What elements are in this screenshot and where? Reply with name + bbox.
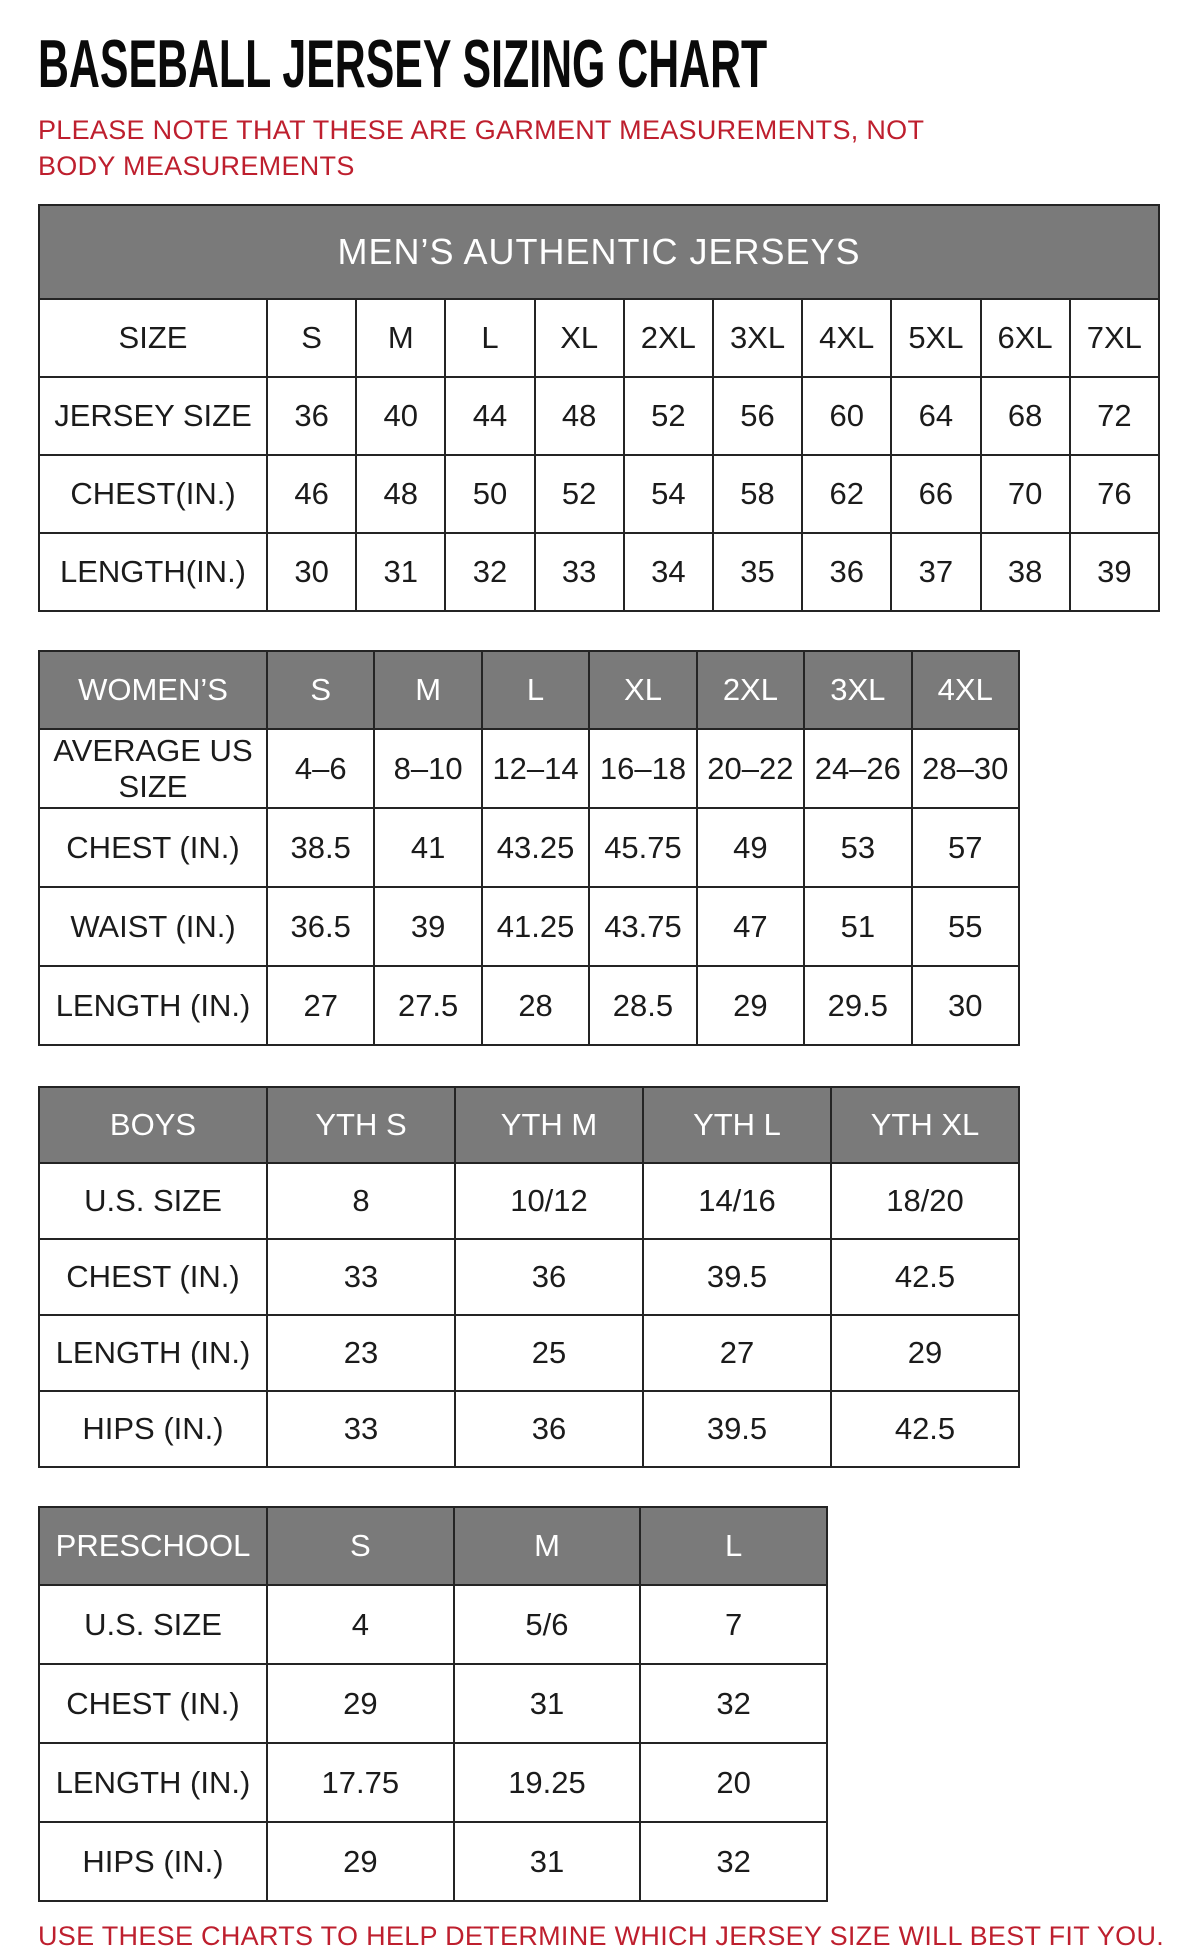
womens-value-cell: 45.75 bbox=[589, 808, 696, 887]
fit-advice-footer: USE THESE CHARTS TO HELP DETERMINE WHICH JERSEY SIZE WILL BEST FIT YOU. bbox=[38, 1921, 1165, 1951]
mens-value-cell: 52 bbox=[535, 455, 624, 533]
womens-row-length-in bbox=[39, 966, 1019, 1045]
preschool-value-cell: 31 bbox=[454, 1822, 641, 1901]
mens-value-cell: 36 bbox=[267, 377, 356, 455]
preschool-header-row bbox=[39, 1507, 827, 1585]
mens-value-cell: 5XL bbox=[891, 299, 980, 377]
womens-value-cell: 28–30 bbox=[912, 729, 1019, 808]
mens-table-banner: MEN’S AUTHENTIC JERSEYS bbox=[39, 205, 1159, 299]
mens-value-cell: 37 bbox=[891, 533, 980, 611]
mens-value-cell: 35 bbox=[713, 533, 802, 611]
mens-value-cell: 6XL bbox=[981, 299, 1070, 377]
boys-value-cell: 23 bbox=[267, 1315, 455, 1391]
womens-value-cell: 53 bbox=[804, 808, 911, 887]
womens-size-header-xl: XL bbox=[589, 651, 696, 729]
womens-row-label-length-in: LENGTH (IN.) bbox=[39, 966, 267, 1045]
womens-value-cell: 41 bbox=[374, 808, 481, 887]
boys-row-label-length-in: LENGTH (IN.) bbox=[39, 1315, 267, 1391]
womens-value-cell: 28.5 bbox=[589, 966, 696, 1045]
womens-row-average-us-size bbox=[39, 729, 1019, 808]
mens-value-cell: L bbox=[445, 299, 534, 377]
mens-row-label-length-in: LENGTH(IN.) bbox=[39, 533, 267, 611]
boys-value-cell: 14/16 bbox=[643, 1163, 831, 1239]
preschool-value-cell: 7 bbox=[640, 1585, 827, 1664]
boys-row-hips-in bbox=[39, 1391, 1019, 1467]
boys-header-label: BOYS bbox=[39, 1087, 267, 1163]
preschool-row-label-chest-in: CHEST (IN.) bbox=[39, 1664, 267, 1743]
preschool-size-header-s: S bbox=[267, 1507, 454, 1585]
mens-value-cell: S bbox=[267, 299, 356, 377]
womens-value-cell: 41.25 bbox=[482, 887, 589, 966]
mens-value-cell: 31 bbox=[356, 533, 445, 611]
womens-size-header-4xl: 4XL bbox=[912, 651, 1019, 729]
boys-value-cell: 42.5 bbox=[831, 1239, 1019, 1315]
womens-row-label-waist-in: WAIST (IN.) bbox=[39, 887, 267, 966]
womens-jerseys-table bbox=[38, 650, 1020, 1046]
mens-row-length-in bbox=[39, 533, 1159, 611]
preschool-value-cell: 20 bbox=[640, 1743, 827, 1822]
mens-value-cell: 70 bbox=[981, 455, 1070, 533]
boys-row-label-hips-in: HIPS (IN.) bbox=[39, 1391, 267, 1467]
preschool-row-label-u-s-size: U.S. SIZE bbox=[39, 1585, 267, 1664]
mens-value-cell: 48 bbox=[356, 455, 445, 533]
page-title: BASEBALL JERSEY SIZING CHART bbox=[38, 26, 768, 102]
boys-value-cell: 25 bbox=[455, 1315, 643, 1391]
boys-value-cell: 36 bbox=[455, 1239, 643, 1315]
womens-value-cell: 36.5 bbox=[267, 887, 374, 966]
mens-value-cell: 44 bbox=[445, 377, 534, 455]
mens-value-cell: 4XL bbox=[802, 299, 891, 377]
womens-value-cell: 47 bbox=[697, 887, 804, 966]
boys-row-label-u-s-size: U.S. SIZE bbox=[39, 1163, 267, 1239]
boys-size-header-yth-xl: YTH XL bbox=[831, 1087, 1019, 1163]
preschool-row-length-in bbox=[39, 1743, 827, 1822]
boys-size-header-yth-s: YTH S bbox=[267, 1087, 455, 1163]
womens-row-label-chest-in: CHEST (IN.) bbox=[39, 808, 267, 887]
boys-value-cell: 27 bbox=[643, 1315, 831, 1391]
mens-value-cell: 38 bbox=[981, 533, 1070, 611]
boys-size-header-yth-m: YTH M bbox=[455, 1087, 643, 1163]
mens-value-cell: 68 bbox=[981, 377, 1070, 455]
boys-value-cell: 42.5 bbox=[831, 1391, 1019, 1467]
mens-value-cell: XL bbox=[535, 299, 624, 377]
preschool-row-u-s-size bbox=[39, 1585, 827, 1664]
womens-value-cell: 30 bbox=[912, 966, 1019, 1045]
mens-value-cell: 64 bbox=[891, 377, 980, 455]
mens-value-cell: 66 bbox=[891, 455, 980, 533]
mens-jerseys-table bbox=[38, 204, 1160, 612]
mens-value-cell: 40 bbox=[356, 377, 445, 455]
womens-value-cell: 57 bbox=[912, 808, 1019, 887]
womens-value-cell: 4–6 bbox=[267, 729, 374, 808]
preschool-value-cell: 5/6 bbox=[454, 1585, 641, 1664]
womens-value-cell: 29 bbox=[697, 966, 804, 1045]
preschool-size-header-m: M bbox=[454, 1507, 641, 1585]
preschool-jerseys-table bbox=[38, 1506, 828, 1902]
mens-value-cell: 62 bbox=[802, 455, 891, 533]
womens-value-cell: 20–22 bbox=[697, 729, 804, 808]
boys-header-row bbox=[39, 1087, 1019, 1163]
womens-value-cell: 43.25 bbox=[482, 808, 589, 887]
womens-value-cell: 29.5 bbox=[804, 966, 911, 1045]
boys-value-cell: 29 bbox=[831, 1315, 1019, 1391]
preschool-row-label-length-in: LENGTH (IN.) bbox=[39, 1743, 267, 1822]
womens-value-cell: 27 bbox=[267, 966, 374, 1045]
womens-value-cell: 24–26 bbox=[804, 729, 911, 808]
womens-row-label-average-us-size: AVERAGE US SIZE bbox=[39, 729, 267, 808]
boys-value-cell: 33 bbox=[267, 1239, 455, 1315]
boys-value-cell: 36 bbox=[455, 1391, 643, 1467]
womens-value-cell: 43.75 bbox=[589, 887, 696, 966]
preschool-value-cell: 29 bbox=[267, 1664, 454, 1743]
preschool-value-cell: 32 bbox=[640, 1822, 827, 1901]
preschool-value-cell: 29 bbox=[267, 1822, 454, 1901]
mens-value-cell: 32 bbox=[445, 533, 534, 611]
boys-value-cell: 39.5 bbox=[643, 1239, 831, 1315]
womens-value-cell: 55 bbox=[912, 887, 1019, 966]
boys-value-cell: 39.5 bbox=[643, 1391, 831, 1467]
womens-value-cell: 28 bbox=[482, 966, 589, 1045]
mens-value-cell: 48 bbox=[535, 377, 624, 455]
preschool-value-cell: 4 bbox=[267, 1585, 454, 1664]
boys-row-chest-in bbox=[39, 1239, 1019, 1315]
preschool-header-label: PRESCHOOL bbox=[39, 1507, 267, 1585]
mens-value-cell: 3XL bbox=[713, 299, 802, 377]
womens-header-label: WOMEN’S bbox=[39, 651, 267, 729]
preschool-value-cell: 19.25 bbox=[454, 1743, 641, 1822]
mens-value-cell: 33 bbox=[535, 533, 624, 611]
mens-value-cell: 30 bbox=[267, 533, 356, 611]
womens-value-cell: 12–14 bbox=[482, 729, 589, 808]
boys-row-label-chest-in: CHEST (IN.) bbox=[39, 1239, 267, 1315]
mens-value-cell: 54 bbox=[624, 455, 713, 533]
mens-banner-row bbox=[39, 205, 1159, 299]
preschool-value-cell: 31 bbox=[454, 1664, 641, 1743]
mens-value-cell: 60 bbox=[802, 377, 891, 455]
mens-value-cell: 36 bbox=[802, 533, 891, 611]
womens-value-cell: 38.5 bbox=[267, 808, 374, 887]
womens-size-header-2xl: 2XL bbox=[697, 651, 804, 729]
boys-value-cell: 33 bbox=[267, 1391, 455, 1467]
preschool-row-hips-in bbox=[39, 1822, 827, 1901]
mens-value-cell: 34 bbox=[624, 533, 713, 611]
mens-value-cell: 52 bbox=[624, 377, 713, 455]
womens-size-header-l: L bbox=[482, 651, 589, 729]
mens-value-cell: 72 bbox=[1070, 377, 1159, 455]
preschool-size-header-l: L bbox=[640, 1507, 827, 1585]
mens-row-jersey-size bbox=[39, 377, 1159, 455]
mens-row-label-jersey-size: JERSEY SIZE bbox=[39, 377, 267, 455]
womens-value-cell: 8–10 bbox=[374, 729, 481, 808]
preschool-row-chest-in bbox=[39, 1664, 827, 1743]
boys-value-cell: 8 bbox=[267, 1163, 455, 1239]
mens-row-label-size: SIZE bbox=[39, 299, 267, 377]
womens-value-cell: 27.5 bbox=[374, 966, 481, 1045]
mens-row-chest-in bbox=[39, 455, 1159, 533]
boys-row-u-s-size bbox=[39, 1163, 1019, 1239]
mens-value-cell: 76 bbox=[1070, 455, 1159, 533]
mens-row-label-chest-in: CHEST(IN.) bbox=[39, 455, 267, 533]
mens-value-cell: 7XL bbox=[1070, 299, 1159, 377]
mens-value-cell: 50 bbox=[445, 455, 534, 533]
boys-value-cell: 10/12 bbox=[455, 1163, 643, 1239]
womens-value-cell: 49 bbox=[697, 808, 804, 887]
preschool-row-label-hips-in: HIPS (IN.) bbox=[39, 1822, 267, 1901]
mens-row-size bbox=[39, 299, 1159, 377]
boys-size-header-yth-l: YTH L bbox=[643, 1087, 831, 1163]
womens-value-cell: 39 bbox=[374, 887, 481, 966]
boys-jerseys-table bbox=[38, 1086, 1020, 1468]
womens-row-chest-in bbox=[39, 808, 1019, 887]
mens-value-cell: M bbox=[356, 299, 445, 377]
womens-size-header-m: M bbox=[374, 651, 481, 729]
mens-value-cell: 39 bbox=[1070, 533, 1159, 611]
preschool-value-cell: 32 bbox=[640, 1664, 827, 1743]
womens-value-cell: 51 bbox=[804, 887, 911, 966]
boys-value-cell: 18/20 bbox=[831, 1163, 1019, 1239]
boys-row-length-in bbox=[39, 1315, 1019, 1391]
womens-header-row bbox=[39, 651, 1019, 729]
garment-measurement-note: PLEASE NOTE THAT THESE ARE GARMENT MEASUREMENTS, NOT BODY MEASUREMENTS bbox=[38, 115, 924, 181]
mens-value-cell: 46 bbox=[267, 455, 356, 533]
preschool-value-cell: 17.75 bbox=[267, 1743, 454, 1822]
mens-value-cell: 2XL bbox=[624, 299, 713, 377]
womens-size-header-s: S bbox=[267, 651, 374, 729]
mens-value-cell: 58 bbox=[713, 455, 802, 533]
mens-value-cell: 56 bbox=[713, 377, 802, 455]
womens-value-cell: 16–18 bbox=[589, 729, 696, 808]
womens-row-waist-in bbox=[39, 887, 1019, 966]
womens-size-header-3xl: 3XL bbox=[804, 651, 911, 729]
